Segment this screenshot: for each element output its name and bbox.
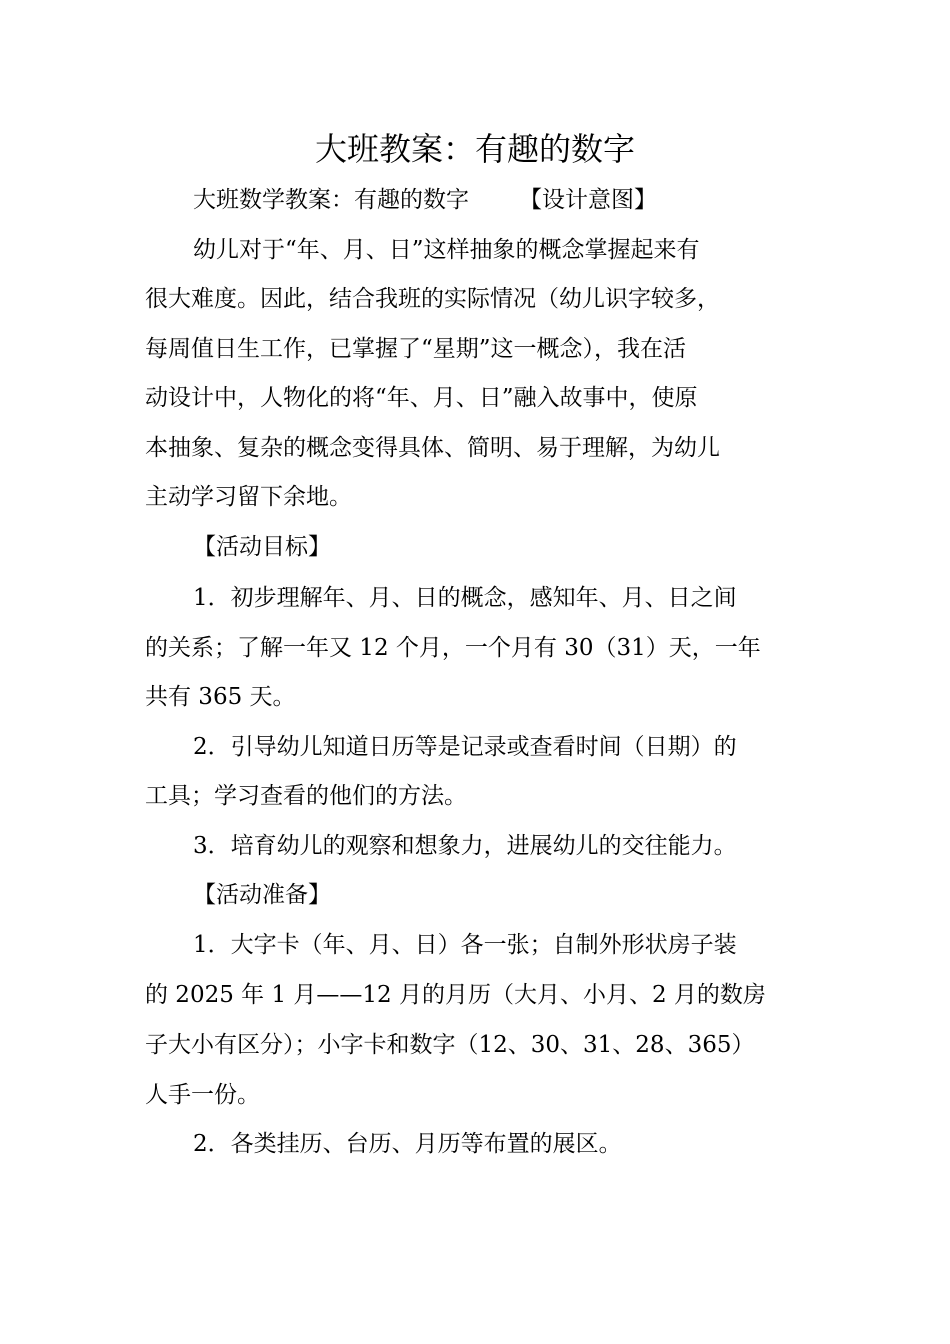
paragraph-line: 3．培育幼儿的观察和想象力，进展幼儿的交往能力。 <box>193 833 737 859</box>
paragraph-line: 动设计中，人物化的将“年、月、日”融入故事中，使原 <box>145 385 698 411</box>
paragraph-line: 的关系；了解一年又 12 个月，一个月有 30（31）天，一年 <box>145 635 761 661</box>
paragraph-line: 共有 365 天。 <box>145 684 296 710</box>
paragraph-line: 幼儿对于“年、月、日”这样抽象的概念掌握起来有 <box>193 237 700 263</box>
paragraph-line: 本抽象、复杂的概念变得具体、简明、易于理解，为幼儿 <box>145 435 720 461</box>
section-heading-preparation: 【活动准备】 <box>193 882 331 908</box>
section-heading-goals: 【活动目标】 <box>193 534 331 560</box>
paragraph-line: 2．引导幼儿知道日历等是记录或查看时间（日期）的 <box>193 734 737 760</box>
paragraph-line: 人手一份。 <box>145 1082 260 1108</box>
paragraph-line: 主动学习留下余地。 <box>145 484 352 510</box>
subtitle-line <box>145 182 858 218</box>
paragraph-line: 2．各类挂历、台历、月历等布置的展区。 <box>193 1131 622 1157</box>
paragraph-line: 的 2025 年 1 月——12 月的月历（大月、小月、2 月的数房 <box>145 982 766 1008</box>
paragraph-line: 1．初步理解年、月、日的概念，感知年、月、日之间 <box>193 585 737 611</box>
subtitle-text: 大班数学教案：有趣的数字 <box>193 187 469 213</box>
paragraph-line: 每周值日生工作，已掌握了“星期”这一概念），我在活 <box>145 336 687 362</box>
paragraph-line: 工具；学习查看的他们的方法。 <box>145 783 467 809</box>
page-title: 大班教案：有趣的数字 <box>314 130 635 168</box>
paragraph-line: 子大小有区分）；小字卡和数字（12、30、31、28、365） <box>145 1032 755 1058</box>
paragraph-line: 很大难度。因此，结合我班的实际情况（幼儿识字较多， <box>145 286 720 312</box>
paragraph-line: 1．大字卡（年、月、日）各一张；自制外形状房子装 <box>193 932 737 958</box>
section-heading-design-intent: 【设计意图】 <box>519 187 657 213</box>
